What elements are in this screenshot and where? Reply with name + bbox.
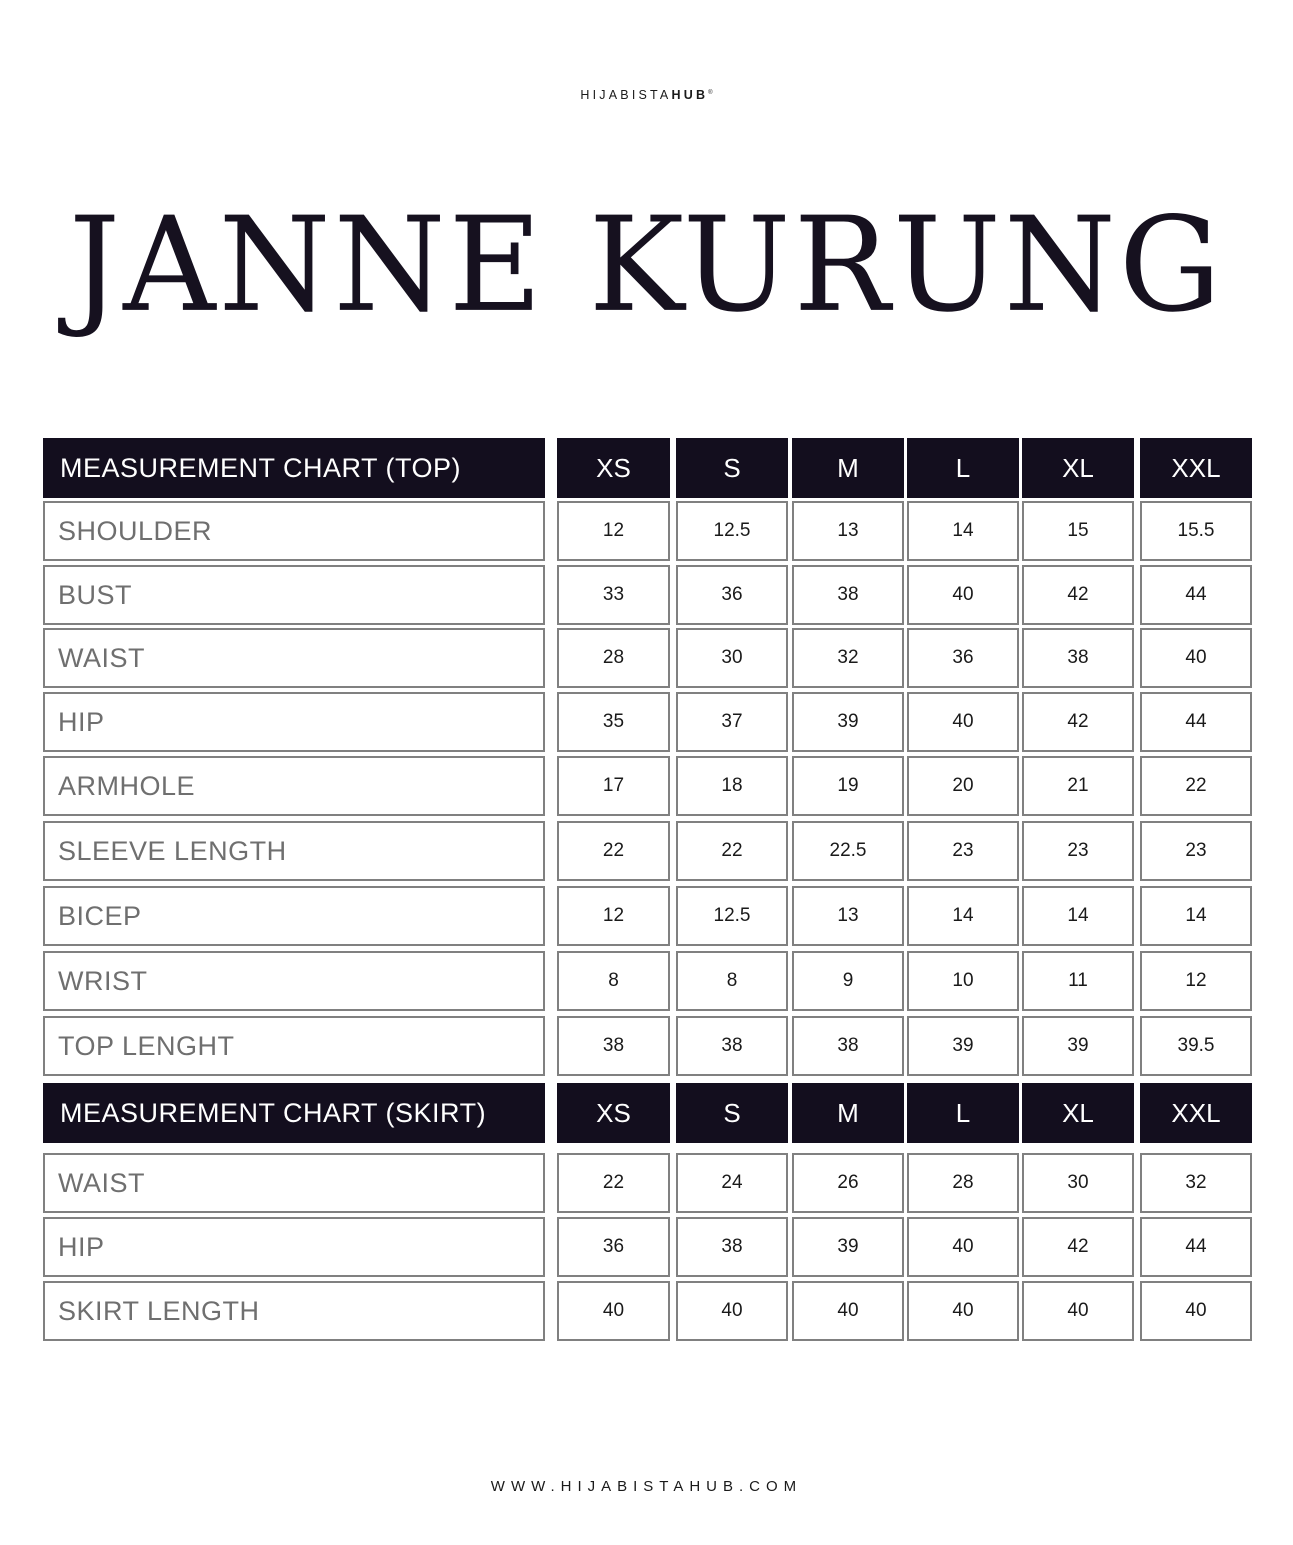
top-chart-value-cell: 42 xyxy=(1022,692,1134,752)
top-chart-value-cell: 22.5 xyxy=(792,821,904,881)
skirt-chart-value-cell: 40 xyxy=(907,1217,1019,1277)
top-chart-row-label: WRIST xyxy=(43,951,545,1011)
top-chart-row-label: HIP xyxy=(43,692,545,752)
top-chart-value-cell: 39 xyxy=(792,692,904,752)
skirt-chart-value-cell: 24 xyxy=(676,1153,788,1213)
top-chart-value-cell: 20 xyxy=(907,756,1019,816)
top-chart-value-cell: 14 xyxy=(1022,886,1134,946)
skirt-chart-value-cell: 40 xyxy=(792,1281,904,1341)
brand-name-light: HIJABISTA xyxy=(580,88,672,102)
skirt-chart-value-cell: 22 xyxy=(557,1153,670,1213)
skirt-chart-size-header: S xyxy=(676,1083,788,1143)
top-chart-value-cell: 42 xyxy=(1022,565,1134,625)
top-chart-value-cell: 38 xyxy=(1022,628,1134,688)
skirt-chart-value-cell: 30 xyxy=(1022,1153,1134,1213)
top-chart-row-label: SLEEVE LENGTH xyxy=(43,821,545,881)
skirt-chart-size-header: L xyxy=(907,1083,1019,1143)
skirt-chart-row-label: SKIRT LENGTH xyxy=(43,1281,545,1341)
top-chart-value-cell: 14 xyxy=(907,886,1019,946)
top-chart-value-cell: 39.5 xyxy=(1140,1016,1252,1076)
top-chart-value-cell: 15.5 xyxy=(1140,501,1252,561)
top-chart-value-cell: 22 xyxy=(676,821,788,881)
top-chart-size-header: XL xyxy=(1022,438,1134,498)
top-chart-value-cell: 40 xyxy=(907,692,1019,752)
top-chart-value-cell: 23 xyxy=(907,821,1019,881)
skirt-chart-value-cell: 44 xyxy=(1140,1217,1252,1277)
top-chart-value-cell: 37 xyxy=(676,692,788,752)
skirt-chart-value-cell: 38 xyxy=(676,1217,788,1277)
top-chart-value-cell: 21 xyxy=(1022,756,1134,816)
top-chart-value-cell: 9 xyxy=(792,951,904,1011)
top-chart-value-cell: 36 xyxy=(676,565,788,625)
top-chart-row-label: BUST xyxy=(43,565,545,625)
top-chart-row-label: WAIST xyxy=(43,628,545,688)
skirt-chart-size-header: XS xyxy=(557,1083,670,1143)
skirt-chart-value-cell: 42 xyxy=(1022,1217,1134,1277)
top-chart-value-cell: 35 xyxy=(557,692,670,752)
top-chart-value-cell: 10 xyxy=(907,951,1019,1011)
top-chart-value-cell: 12 xyxy=(557,501,670,561)
top-chart-value-cell: 44 xyxy=(1140,692,1252,752)
skirt-chart-value-cell: 40 xyxy=(1140,1281,1252,1341)
top-chart-value-cell: 22 xyxy=(1140,756,1252,816)
top-chart-value-cell: 38 xyxy=(557,1016,670,1076)
page-title: JANNE KURUNG xyxy=(68,189,1225,342)
top-chart-value-cell: 12 xyxy=(557,886,670,946)
skirt-chart-size-header: XXL xyxy=(1140,1083,1252,1143)
top-chart-value-cell: 39 xyxy=(1022,1016,1134,1076)
registered-mark: ® xyxy=(708,89,713,96)
skirt-chart-value-cell: 40 xyxy=(1022,1281,1134,1341)
top-chart-value-cell: 12 xyxy=(1140,951,1252,1011)
top-chart-size-header: XXL xyxy=(1140,438,1252,498)
top-chart-value-cell: 33 xyxy=(557,565,670,625)
skirt-chart-header: MEASUREMENT CHART (SKIRT) xyxy=(43,1083,545,1143)
top-chart-value-cell: 38 xyxy=(792,1016,904,1076)
top-chart-value-cell: 30 xyxy=(676,628,788,688)
top-chart-value-cell: 22 xyxy=(557,821,670,881)
skirt-chart-size-header: M xyxy=(792,1083,904,1143)
top-chart-value-cell: 40 xyxy=(907,565,1019,625)
top-chart-size-header: XS xyxy=(557,438,670,498)
top-chart-value-cell: 8 xyxy=(676,951,788,1011)
top-chart-value-cell: 8 xyxy=(557,951,670,1011)
top-chart-value-cell: 12.5 xyxy=(676,886,788,946)
brand-name-bold: HUB xyxy=(671,88,709,102)
skirt-chart-value-cell: 36 xyxy=(557,1217,670,1277)
top-chart-value-cell: 13 xyxy=(792,501,904,561)
skirt-chart-value-cell: 40 xyxy=(907,1281,1019,1341)
skirt-chart-value-cell: 40 xyxy=(676,1281,788,1341)
top-chart-value-cell: 15 xyxy=(1022,501,1134,561)
top-chart-value-cell: 39 xyxy=(907,1016,1019,1076)
top-chart-row-label: TOP LENGHT xyxy=(43,1016,545,1076)
top-chart-row-label: SHOULDER xyxy=(43,501,545,561)
top-chart-value-cell: 32 xyxy=(792,628,904,688)
top-chart-row-label: BICEP xyxy=(43,886,545,946)
top-chart-value-cell: 36 xyxy=(907,628,1019,688)
top-chart-header: MEASUREMENT CHART (TOP) xyxy=(43,438,545,498)
top-chart-size-header: L xyxy=(907,438,1019,498)
top-chart-value-cell: 19 xyxy=(792,756,904,816)
top-chart-value-cell: 23 xyxy=(1022,821,1134,881)
website-url: WWW.HIJABISTAHUB.COM xyxy=(490,1478,803,1495)
brand-logo xyxy=(0,88,1293,102)
skirt-chart-row-label: WAIST xyxy=(43,1153,545,1213)
top-chart-value-cell: 14 xyxy=(907,501,1019,561)
skirt-chart-value-cell: 28 xyxy=(907,1153,1019,1213)
skirt-chart-value-cell: 32 xyxy=(1140,1153,1252,1213)
skirt-chart-value-cell: 39 xyxy=(792,1217,904,1277)
top-chart-value-cell: 17 xyxy=(557,756,670,816)
top-chart-value-cell: 13 xyxy=(792,886,904,946)
top-chart-value-cell: 18 xyxy=(676,756,788,816)
skirt-chart-value-cell: 26 xyxy=(792,1153,904,1213)
top-chart-value-cell: 38 xyxy=(792,565,904,625)
skirt-chart-size-header: XL xyxy=(1022,1083,1134,1143)
top-chart-value-cell: 40 xyxy=(1140,628,1252,688)
top-chart-value-cell: 38 xyxy=(676,1016,788,1076)
top-chart-value-cell: 11 xyxy=(1022,951,1134,1011)
top-chart-size-header: S xyxy=(676,438,788,498)
top-chart-row-label: ARMHOLE xyxy=(43,756,545,816)
skirt-chart-value-cell: 40 xyxy=(557,1281,670,1341)
top-chart-value-cell: 12.5 xyxy=(676,501,788,561)
top-chart-size-header: M xyxy=(792,438,904,498)
top-chart-value-cell: 23 xyxy=(1140,821,1252,881)
top-chart-value-cell: 44 xyxy=(1140,565,1252,625)
top-chart-value-cell: 28 xyxy=(557,628,670,688)
skirt-chart-row-label: HIP xyxy=(43,1217,545,1277)
top-chart-value-cell: 14 xyxy=(1140,886,1252,946)
